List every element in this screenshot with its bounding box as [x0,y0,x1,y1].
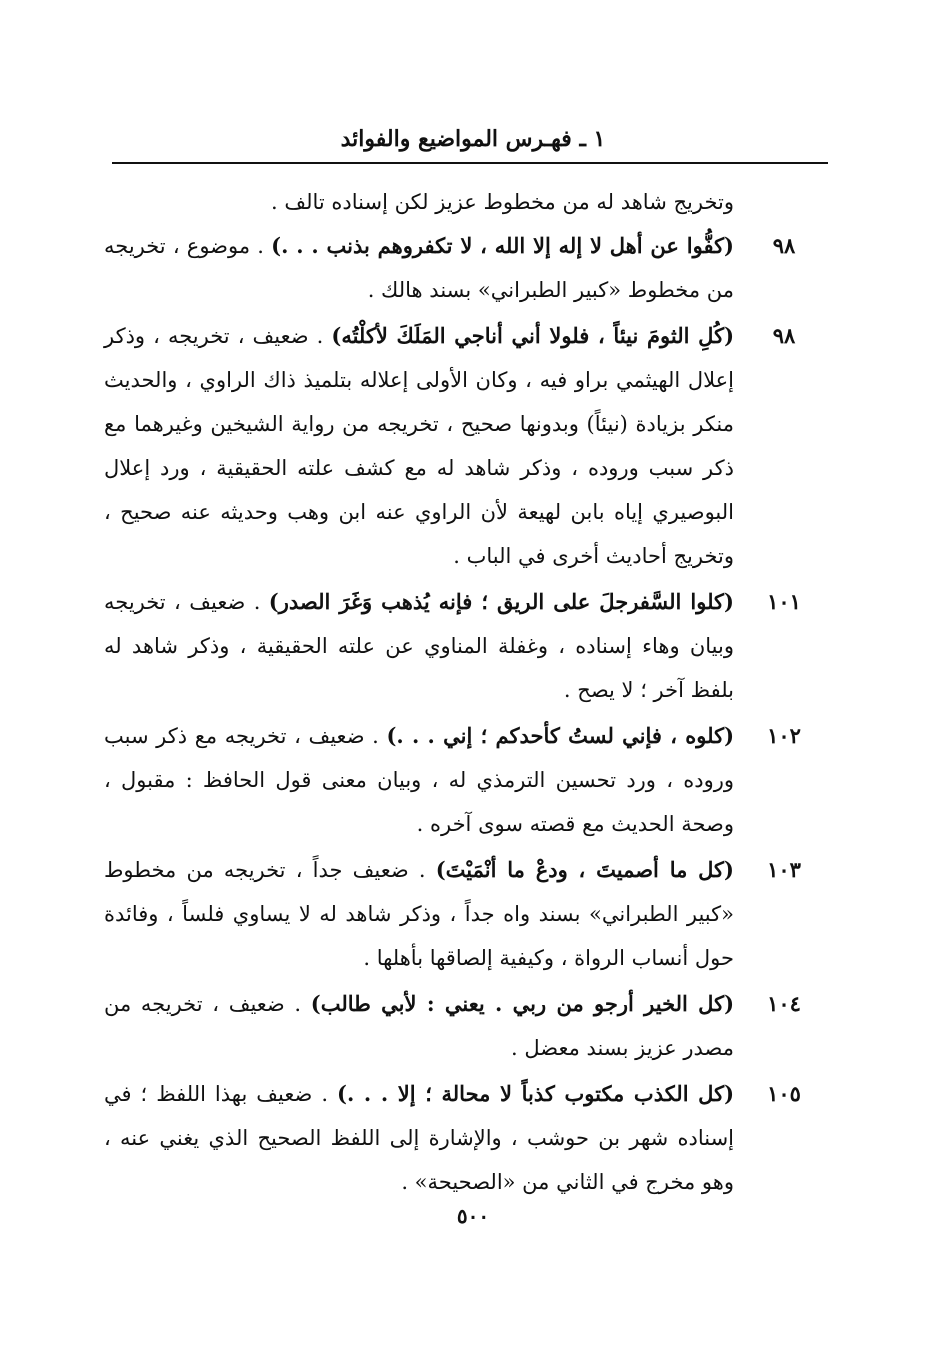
index-entry [104,714,834,846]
index-entry [104,580,834,712]
hadith-quote: (كل ما أصميتَ ، ودعْ ما أنْمَيْتَ) [435,857,734,882]
entry-text [104,848,734,980]
entry-page-number: ١٠١ [767,589,801,614]
entry-text [104,224,734,312]
entry-text [104,314,734,578]
hadith-quote: (كلوا السَّفرجلَ على الريق ؛ فإنه يُذهب وَغَرَ الصدر) [268,589,734,614]
hadith-quote: (كلوه ، فإني لستُ كأحدكم ؛ إني . . .) [386,723,735,748]
header-divider [112,162,828,164]
entry-page-number: ٩٨ [772,323,796,348]
entry-text [104,714,734,846]
running-header-title: ١ ـ فهـرس المواضيع والفوائد [340,126,606,152]
page-number: ٥٠٠ [456,1204,490,1228]
entry-page-number: ١٠٢ [767,723,801,748]
entry-page-number: ١٠٥ [767,1081,801,1106]
index-entry [104,1072,834,1204]
index-entry [104,314,834,578]
entry-description: . ضعيف ، تخريجه مع ذكر سبب وروده ، ورد تحسين الترمذي له ، وبيان معنى قول الحافظ : مقبول ، وصحة الحديث مع قصته سوى آخره . [104,724,734,836]
index-entry [104,848,834,980]
entry-page-number: ٩٨ [772,233,796,258]
index-entries [104,180,834,1206]
index-entry [104,224,834,312]
entry-description: . ضعيف ، تخريجه وبيان وهاء إسناده ، وغفلة المناوي عن علته الحقيقية ، وذكر شاهد له بلفظ آخر ؛ لا يصح . [104,590,734,702]
entry-description: . ضعيف جداً ، تخريجه من مخطوط «كبير الطبراني» بسند واه جداً ، وذكر شاهد له لا يساوي فلساً ، وفائدة حول أنساب الرواة ، وكيفية إلصاقها بأهلها . [104,858,734,970]
entry-page-number: ١٠٤ [767,991,801,1016]
entry-page-number: ١٠٣ [767,857,801,882]
hadith-quote: (كل الخير أرجو من ربي . يعني : لأبي طالب) [310,991,735,1016]
entry-text [104,580,734,712]
entry-description: . ضعيف بهذا اللفظ ؛ في إسناده شهر بن حوشب ، والإشارة إلى اللفظ الصحيح الذي يغني عنه ، وهو مخرج في الثاني من «الصحيحة» . [104,1082,734,1194]
hadith-quote: (كفُّوا عن أهل لا إله إلا الله ، لا تكفروهم بذنب . . .) [271,233,734,258]
entry-text [104,982,734,1070]
entry-description: . ضعيف ، تخريجه ، وذكر إعلال الهيثمي براو فيه ، وكان الأولى إعلاله بتلميذ ذاك الراوي ، والحديث منكر بزيادة (نيئاً) وبدونها صحيح ، تخريجه من رواية الشيخين وغيرهما مع ذكر سبب وروده ، وذكر شاهد له مع كشف علته الحقيقية ، ورد إعلال البوصيري إياه بابن لهيعة لأن الراوي عنه ابن وهب وحديثه عنه صحيح ، وتخريج أحاديث أخرى في الباب . [104,324,734,568]
entry-description: . ضعيف ، تخريجه من مصدر عزيز بسند معضل . [104,992,734,1060]
entry-text [104,1072,734,1204]
hadith-quote: (كُلِ الثومَ نيئاً ، فلولا أني أناجي المَلَكَ لأكلْتُه) [331,323,734,348]
entry-description: . موضوع ، تخريجه من مخطوط «كبير الطبراني» بسند هالك . [104,234,734,302]
hadith-quote: (كل الكذب مكتوب كذباً لا محالة ؛ إلا . . .) [337,1081,735,1106]
continuation-line: وتخريج شاهد له من مخطوط عزيز لكن إسناده تالف . [271,190,734,214]
index-entry [104,982,834,1070]
